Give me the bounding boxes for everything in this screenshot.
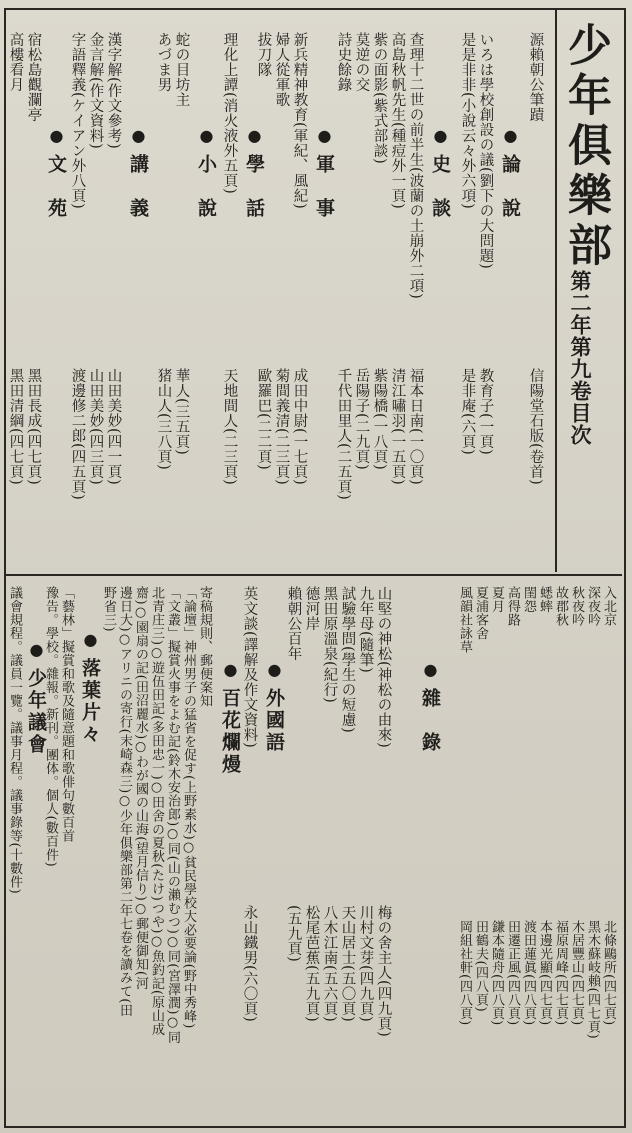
toc-entry-title: 蟋蟀 bbox=[537, 586, 552, 613]
body-text-line: 「文叢」擬賞火事をよむ記(鈴木安治郎)○同(山の瀨むつ)○同(宮澤潤)○同 bbox=[165, 586, 180, 1044]
toc-entry-title: 試驗學問(學生の短慮) bbox=[339, 586, 356, 734]
center-divider bbox=[6, 574, 622, 576]
body-text-line: 齋)○園扇の記(田沼麗水)○わが國の山海(望月信り)○郵便御知(河 bbox=[133, 586, 148, 990]
toc-entry-title: 金言解(作文資料) bbox=[87, 32, 104, 150]
toc-entry-author: 天地間人(二三頁) bbox=[221, 368, 238, 486]
toc-entry-title: 蛇の目坊主 bbox=[173, 32, 190, 107]
toc-entry-title: 夏浦客舍 bbox=[473, 586, 488, 640]
toc-entry-author: 天山居士(五〇頁) bbox=[339, 905, 356, 1023]
toc-entry-title: 賴朝公百年 bbox=[285, 586, 302, 661]
toc-entry-author: 八木江南(五六頁) bbox=[321, 905, 338, 1023]
section-heading-shonen-gikai: ● 少年議會 bbox=[26, 640, 45, 756]
toc-entry-author: 教育子(一頁) bbox=[477, 368, 494, 456]
body-text-line: 「藝林」擬賞和歌及隨意題和歌俳句數百首 bbox=[59, 586, 74, 843]
toc-entry-author: 田鶴夫(四八頁) bbox=[473, 920, 488, 1013]
body-text-line: 邊日大)○アリニの寄行(末崎森三)○少年俱樂部第二年七卷を讀みて(田 bbox=[117, 586, 132, 1018]
lead-author: 信陽堂石版(卷首) bbox=[527, 368, 544, 486]
toc-entry-title: 秋夜吟 bbox=[569, 586, 584, 627]
magazine-title: 少年俱樂部 bbox=[560, 22, 611, 272]
toc-entry-author: 福本日南(一〇頁) bbox=[407, 368, 424, 486]
toc-entry-author: 岡組社軒(四八頁) bbox=[457, 920, 472, 1026]
toc-entry-title: 字語釋義(ケイアン外八頁) bbox=[69, 32, 86, 210]
toc-entry-author: 黑田長成(四七頁) bbox=[25, 368, 42, 486]
toc-entry-author: 渡田蓮眞(四八頁) bbox=[521, 920, 536, 1026]
toc-entry-author: 木居豐山(四七頁) bbox=[569, 920, 584, 1026]
toc-entry-author: 成田中尉(一七頁) bbox=[291, 368, 308, 486]
toc-entry-title: 宿松島觀瀾亭 bbox=[25, 32, 42, 122]
toc-entry-title: 詩史餘錄 bbox=[335, 32, 352, 92]
toc-entry-author: 松尾芭蕉(五九頁) bbox=[303, 905, 320, 1023]
toc-entry-author: 猪山人(三八頁) bbox=[155, 368, 172, 471]
toc-entry-author: 華人(三五頁) bbox=[173, 368, 190, 456]
section-heading-gunji: ● 軍 事 bbox=[314, 126, 333, 220]
section-heading-shidan: ● 史 談 bbox=[430, 126, 449, 220]
toc-entry-author: 福原周峰(四七頁) bbox=[553, 920, 568, 1026]
body-text-line: 野省三) bbox=[101, 586, 116, 633]
toc-entry-author: 岳陽子(二九頁) bbox=[353, 368, 370, 471]
toc-entry-author: 是非庵(六頁) bbox=[459, 368, 476, 456]
toc-entry-title: 九年母(隨筆) bbox=[357, 586, 374, 674]
toc-entry-title: 入北京 bbox=[601, 586, 616, 627]
toc-entry-author: 川村文芽(四九頁) bbox=[357, 905, 374, 1023]
toc-entry-title: 婦人從軍歌 bbox=[273, 32, 290, 107]
toc-entry-title: 英文談(譯解及作文資料) bbox=[241, 586, 258, 749]
section-heading-shosetsu: ● 小 說 bbox=[196, 126, 215, 220]
toc-entry-author: 北條鷗所(四七頁) bbox=[601, 920, 616, 1026]
toc-entry-title: いろは學校創設の議(劉下の大問題) bbox=[477, 32, 494, 270]
toc-entry-title: 閨怨 bbox=[521, 586, 536, 613]
toc-entry-title: 高得路 bbox=[505, 586, 520, 627]
toc-entry-author: 田遷正風(四八頁) bbox=[505, 920, 520, 1026]
toc-entry-title: 是是非非(小說云々外六項) bbox=[459, 32, 476, 210]
toc-entry-title: 風韻社詠草 bbox=[457, 586, 472, 654]
toc-entry-author: 千代田里人(二五頁) bbox=[335, 368, 352, 501]
section-heading-zatsuroku: ● 雜 錄 bbox=[420, 660, 439, 754]
section-heading-hyakka: ● 百花爛熳 bbox=[220, 660, 239, 776]
body-text-line: 寄稿規則、郵便案知 bbox=[197, 586, 212, 708]
toc-entry-author: 永山鐵男(六〇頁) bbox=[241, 905, 258, 1023]
toc-entry-author: 山田美妙(四一頁) bbox=[105, 368, 122, 486]
section-heading-gaikokugo: ● 外國語 bbox=[264, 660, 283, 754]
toc-entry-author: 鎌本隨舟(四八頁) bbox=[489, 920, 504, 1026]
toc-entry-author: 黑木蘇岐賴(四七頁) bbox=[585, 920, 600, 1040]
toc-entry-title: 高島秋帆先生(種痘外一頁) bbox=[389, 32, 406, 210]
toc-entry-author: 紫陽橋(一八頁) bbox=[371, 368, 388, 471]
section-heading-kogi: ● 講 義 bbox=[128, 126, 147, 220]
toc-entry-title: 紫の面影(紫式部談) bbox=[371, 32, 388, 165]
toc-entry-title: 夏月 bbox=[489, 586, 504, 613]
section-heading-rakuyo: ● 落葉片々 bbox=[80, 630, 99, 746]
toc-entry-author: (五九頁) bbox=[285, 905, 302, 963]
toc-entry-author: 黑田清綱(四七頁) bbox=[7, 368, 24, 486]
section-heading-ronsetsu: ● 論 說 bbox=[500, 126, 519, 220]
toc-entry-title: 故郡秋 bbox=[553, 586, 568, 627]
section-heading-gakuwa: ● 學 話 bbox=[244, 126, 263, 220]
toc-entry-title: 黑田原溫泉(紀行) bbox=[321, 586, 338, 704]
toc-entry-title: 查理十二世の前半生(波蘭の土崩外二項) bbox=[407, 32, 424, 300]
body-text-line: 北青庄三)○遊伍田記(多田忠一)○田舍の夏秋(たけ)つや)○魚釣記(原山成 bbox=[149, 586, 164, 1037]
title-divider bbox=[555, 10, 557, 572]
lead-title: 源賴朝公筆蹟 bbox=[527, 32, 544, 122]
toc-entry-title: 莫逆の交 bbox=[353, 32, 370, 92]
toc-entry-author: 菊間義清(二三頁) bbox=[273, 368, 290, 486]
toc-entry-title: 高樓看月 bbox=[7, 32, 24, 92]
issue-title: 第二年第九卷目次 bbox=[568, 270, 593, 446]
toc-entry-author: 渡邊修二郎(四五頁) bbox=[69, 368, 86, 501]
toc-entry-title: 德河岸 bbox=[303, 586, 320, 631]
toc-entry-title: 深夜吟 bbox=[585, 586, 600, 627]
toc-entry-author: 清江嘯羽(一五頁) bbox=[389, 368, 406, 486]
body-text-line: 豫告。學校。雜報。新刊。團体。個人(數百件) bbox=[43, 586, 58, 868]
section-heading-bunen: ● 文 苑 bbox=[46, 126, 65, 220]
toc-entry-title: 理化上譚(消火液外五頁) bbox=[221, 32, 238, 195]
toc-entry-title: 山堅の神松(神松の由來) bbox=[375, 586, 392, 749]
toc-entry-title: 拔刀隊 bbox=[255, 32, 272, 77]
toc-entry-title: 新兵精神教育(軍紀、風紀) bbox=[291, 32, 308, 210]
toc-entry-author: 山田美妙(四三頁) bbox=[87, 368, 104, 486]
body-text-line: 「論壇」神州男子の猛省を促す(上野素水)○貧民學校大必要論(野中秀峰) bbox=[181, 586, 196, 1029]
body-text-line: 議會規程。議員一覽。議事月程。議事錄等(十數件) bbox=[7, 586, 22, 895]
toc-entry-author: 歐羅巴(二二頁) bbox=[255, 368, 272, 471]
toc-entry-title: 漢字解(作文參考) bbox=[105, 32, 122, 150]
toc-entry-author: 本邊光顯(四七頁) bbox=[537, 920, 552, 1026]
toc-entry-author: 梅の舍主人(四九頁) bbox=[375, 905, 392, 1038]
toc-entry-title: あづま男 bbox=[155, 32, 172, 92]
